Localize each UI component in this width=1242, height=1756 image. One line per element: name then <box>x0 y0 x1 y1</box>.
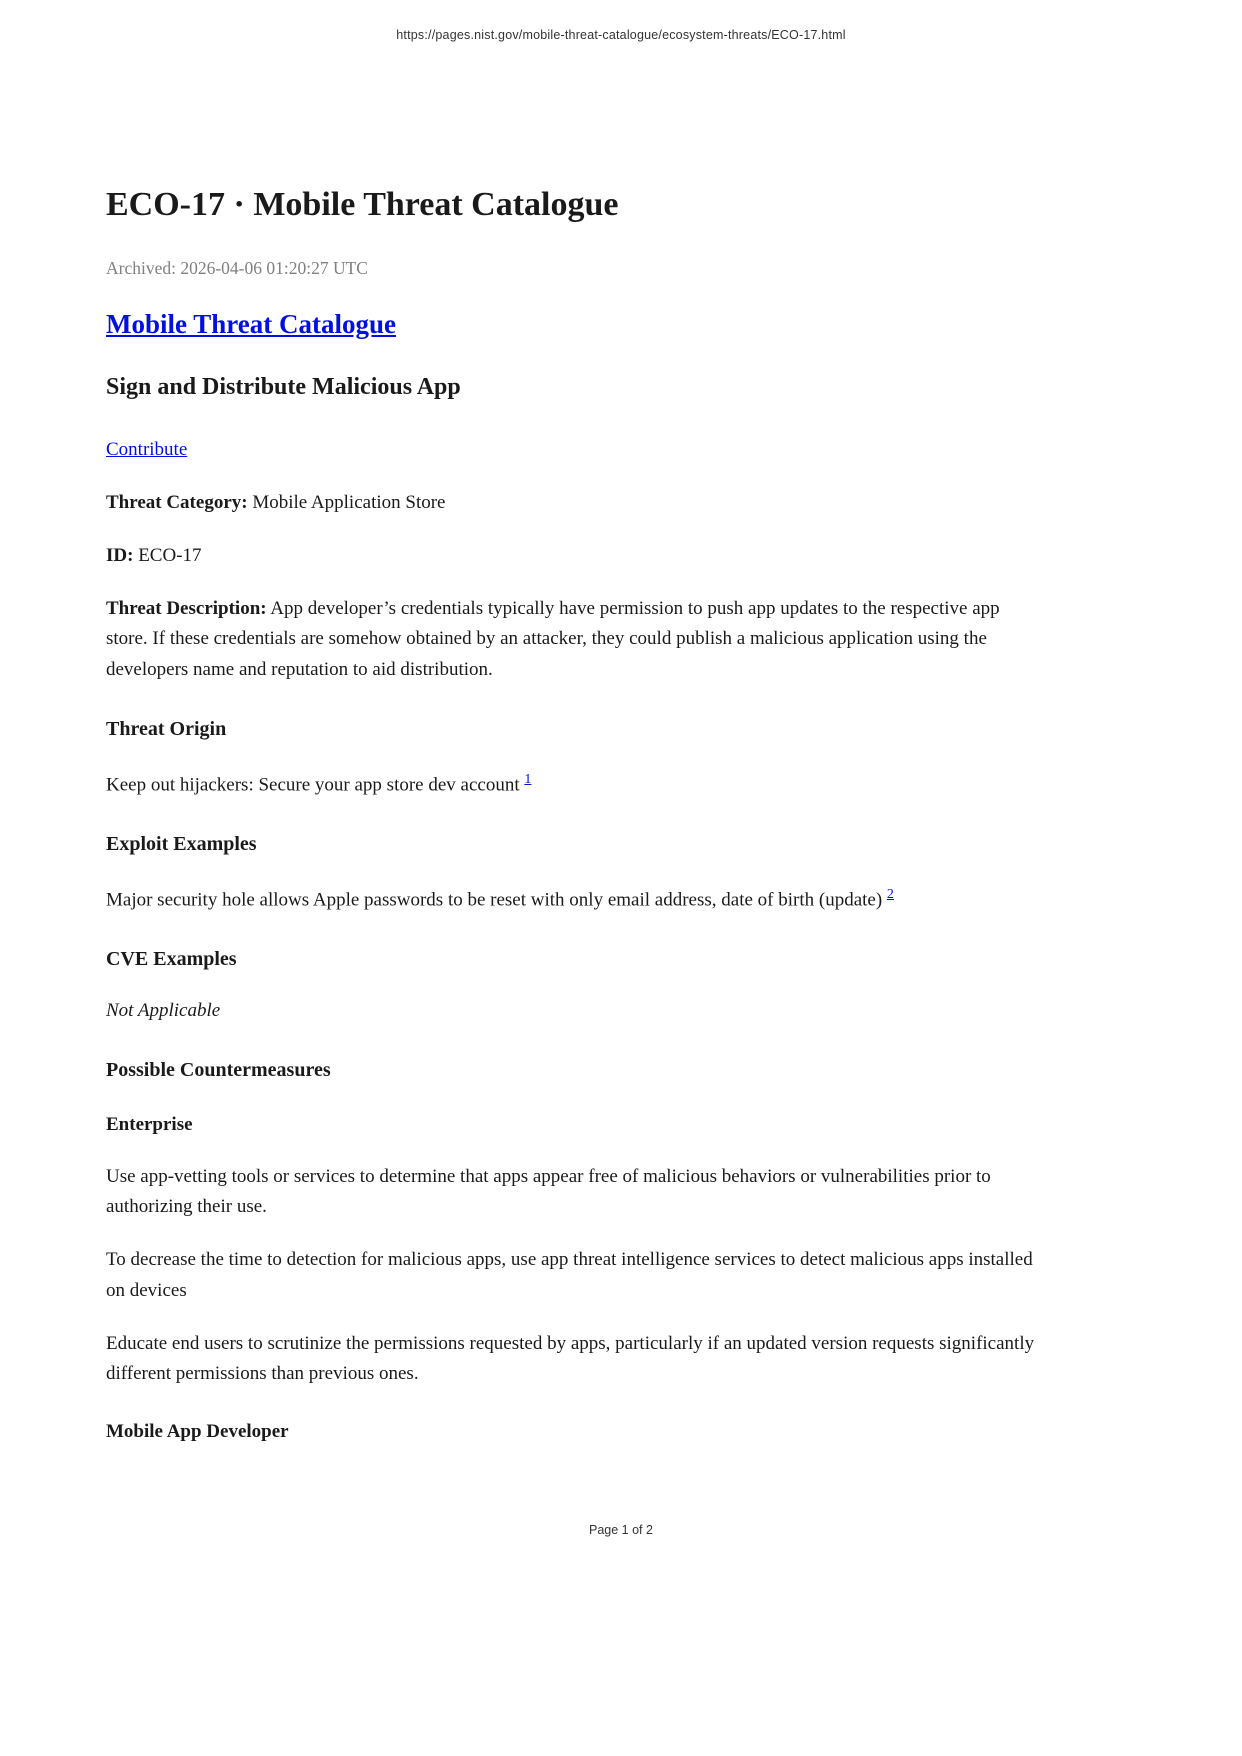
threat-description-label: Threat Description: <box>106 597 267 619</box>
page-title: ECO-17 · Mobile Threat Catalogue <box>106 186 619 223</box>
page-number-footer: Page 1 of 2 <box>589 1523 653 1537</box>
enterprise-paragraph-2: To decrease the time to detection for malicious apps, use app threat intelligence services to detect malicious apps installed on devices <box>106 1249 1033 1301</box>
threat-category <box>106 488 1041 519</box>
cve-examples-paragraph <box>106 996 1041 1027</box>
archived-timestamp: Archived: 2026-04-06 01:20:27 UTC <box>106 257 368 278</box>
catalogue-link[interactable]: Mobile Threat Catalogue <box>106 309 396 340</box>
threat-id <box>106 541 1041 572</box>
threat-origin-text: Keep out hijackers: Secure your app store dev account <box>106 774 525 796</box>
footnote-ref-2-link[interactable]: 2 <box>886 887 894 903</box>
exploit-examples-text: Major security hole allows Apple passwords to be reset with only email address, date of birth (update) <box>106 889 887 911</box>
threat-description <box>106 594 1041 686</box>
cve-examples-heading: CVE Examples <box>106 948 237 971</box>
enterprise-paragraph-3: Educate end users to scrutinize the permissions requested by apps, particularly if an updated version requests significantly different permissions than previous ones. <box>106 1332 1035 1385</box>
threat-origin-paragraph <box>106 766 1041 801</box>
print-header-url: https://pages.nist.gov/mobile-threat-catalogue/ecosystem-threats/ECO-17.html <box>396 28 846 42</box>
countermeasures-heading: Possible Countermeasures <box>106 1058 331 1081</box>
enterprise-paragraph-1: Use app-vetting tools or services to determine that apps appear free of malicious behaviors or vulnerabilities prior to authorizing their use. <box>106 1165 991 1218</box>
exploit-examples-heading: Exploit Examples <box>106 833 257 856</box>
footnote-ref-1-link[interactable]: 1 <box>524 771 532 787</box>
cve-examples-text: Not Applicable <box>106 1000 221 1022</box>
threat-description-value: App developer’s credentials typically have permission to push app updates to the respective app store. If these credentials are somehow obtained by an attacker, they could publish a malicious application using the developers name and reputation to aid distribution. <box>106 597 1000 681</box>
catalogue-heading <box>106 308 1041 340</box>
threat-subtitle: Sign and Distribute Malicious App <box>106 373 461 400</box>
contribute-paragraph <box>106 435 1041 466</box>
exploit-examples-paragraph <box>106 881 1041 916</box>
enterprise-heading: Enterprise <box>106 1113 193 1135</box>
threat-category-value: Mobile Application Store <box>247 492 446 514</box>
contribute-link[interactable]: Contribute <box>106 439 188 461</box>
threat-id-label: ID: <box>106 544 134 566</box>
footnote-ref-2-sup <box>887 885 894 902</box>
mobile-app-developer-heading: Mobile App Developer <box>106 1421 289 1443</box>
threat-id-value: ECO-17 <box>133 544 202 566</box>
footnote-ref-1-sup <box>524 770 531 787</box>
threat-category-label: Threat Category: <box>106 492 248 514</box>
threat-origin-heading: Threat Origin <box>106 717 227 740</box>
document-body <box>106 185 1041 1469</box>
